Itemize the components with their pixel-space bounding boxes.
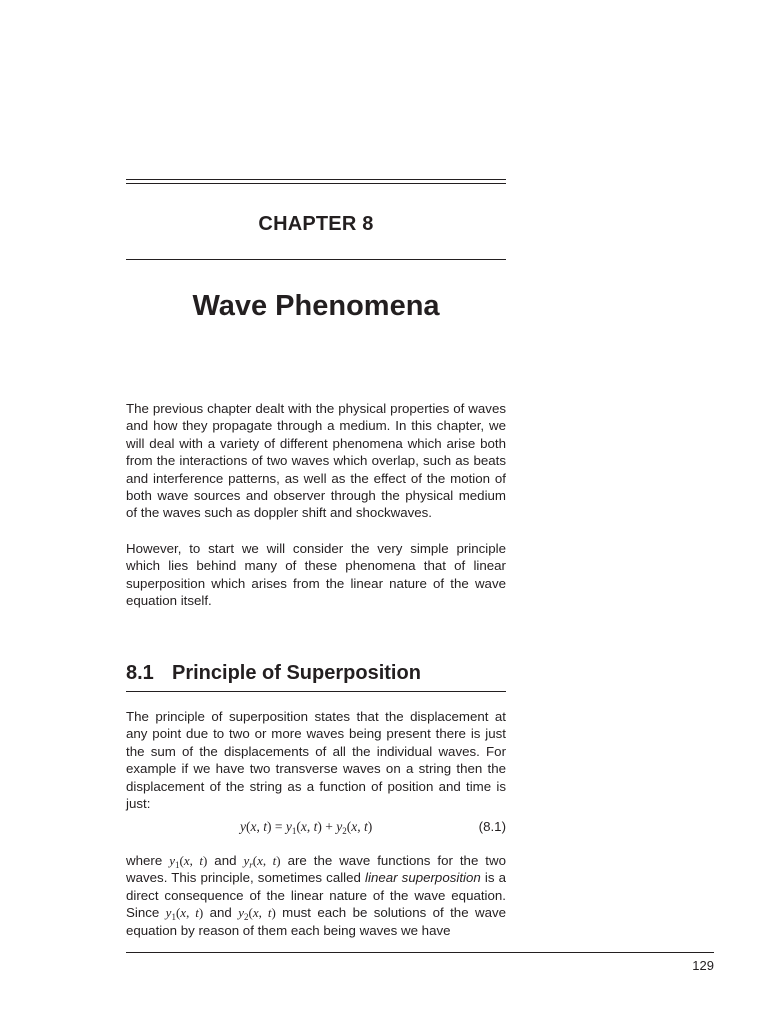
chapter-title: Wave Phenomena <box>192 290 440 322</box>
math-y1-again: $y_1(x$, t) <box>165 905 204 923</box>
p2-after-italic: is a direct consequence of the linear nature of the wave equation. Since <box>126 870 506 921</box>
p2-end: must each be solutions of the wave equation by reason of them each being waves we have <box>126 905 507 938</box>
top-rule-1 <box>126 179 506 180</box>
equation-number: (8.1) <box>478 819 506 834</box>
math-y2: $y_2(x$, t) <box>238 905 276 923</box>
math-yr: $y_r(x$, t) <box>243 853 281 870</box>
section-paragraph-2 <box>126 852 506 939</box>
equation-8-1 <box>126 819 506 837</box>
chapter-rule <box>126 259 506 260</box>
p2-italic-term: linear superposition <box>365 870 481 886</box>
p2-mid: are the wave functions for the two waves. This principle, sometimes called <box>126 853 506 886</box>
top-rule-2 <box>126 183 506 184</box>
section-number: 8.1 <box>126 662 154 684</box>
p2-where: where <box>126 853 163 868</box>
page-number: 129 <box>692 958 714 973</box>
section-heading <box>126 662 506 685</box>
section-paragraph-1: The principle of superposition states that the displacement at any point due to two or more waves being present there is just the sum of the displacements of all the individual waves. For example if we have two transverse waves on a string then the displacement of the string as a function of position and time is just: <box>126 709 506 812</box>
footer-rule <box>126 952 714 953</box>
equation-body: y(x, $t) = y_1(x$, $t) + y_2(x$, t) <box>240 819 373 836</box>
p2-and-2: and <box>209 905 232 921</box>
intro-paragraph-2: However, to start we will consider the very simple principle which lies behind many of these phenomena that of linear superposition which arises from the linear nature of the wave equation itself. <box>126 541 506 609</box>
p2-and-1: and <box>214 853 237 868</box>
section-title: Principle of Superposition <box>172 662 421 684</box>
section-rule <box>126 691 506 692</box>
math-y1: $y_1(x$, t) <box>169 853 208 870</box>
chapter-label: CHAPTER 8 <box>258 213 374 235</box>
intro-paragraph-1: The previous chapter dealt with the physical properties of waves and how they propagate through a medium. In this chapter, we will deal with a variety of different phenomena which arise both from the interactions of two waves which overlap, such as beats and interference patterns, as well as the effect of the motion of both wave sources and observer through the physical medium of the waves such as doppler shift and shockwaves. <box>126 401 506 521</box>
